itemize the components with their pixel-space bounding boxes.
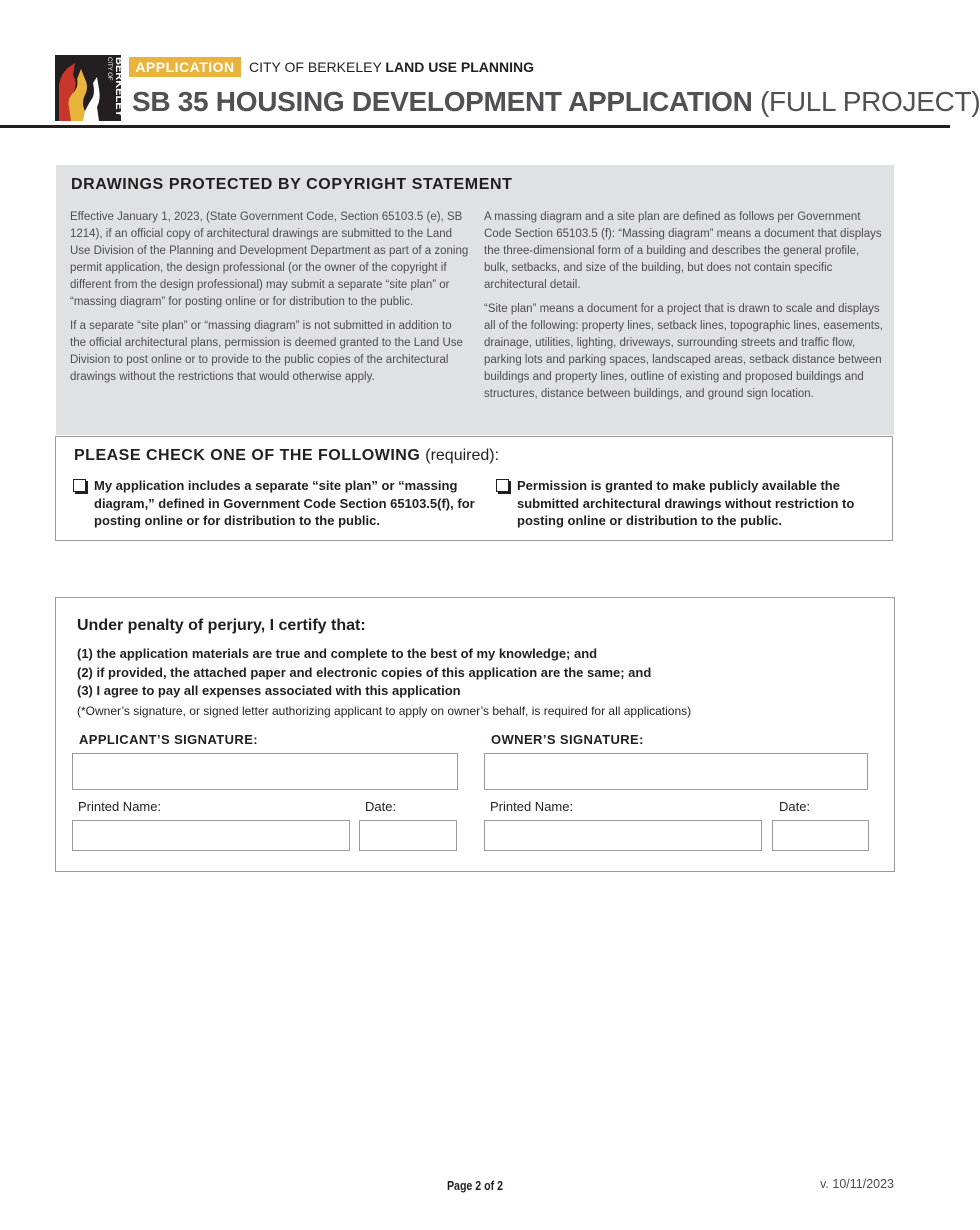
header-divider bbox=[0, 125, 950, 128]
option-site-plan-checkbox[interactable] bbox=[73, 479, 86, 492]
owner-date-label: Date: bbox=[779, 799, 811, 814]
applicant-printed-name-field[interactable] bbox=[72, 820, 350, 851]
city-of-berkeley-logo bbox=[55, 55, 125, 121]
option-site-plan-label: My application includes a separate “site plan” or “massing diagram,” defined in Government Code Section 65103.5(f), for posting online or for distribution to the public. bbox=[94, 478, 475, 528]
copyright-left-paragraph-2: If a separate “site plan” or “massing diagram” is not submitted in addition to the official architectural plans, permission is deemed granted to the Land Use Division to post online or to provide to the public copies of the architectural drawings without the restrictions that would otherwise apply. bbox=[70, 320, 463, 383]
check-required-text: (required): bbox=[425, 447, 500, 464]
application-tag: APPLICATION bbox=[129, 57, 241, 77]
owner-signature-label: OWNER’S SIGNATURE: bbox=[491, 732, 644, 747]
certify-item-3: (3) I agree to pay all expenses associated with this application bbox=[77, 683, 461, 698]
copyright-left-paragraph-1: Effective January 1, 2023, (State Government Code, Section 65103.5 (e), SB 1214), if an official copy of architectural drawings are submitted to the Land Use Division of the Planning and Development Department as part of a zoning permit application, the design professional (or the owner of the copyright if different from the design professional) may submit a separate “site plan” or “massing diagram” for posting online or for distribution to the public. bbox=[70, 211, 469, 308]
certification-section bbox=[55, 597, 895, 872]
copyright-right-column bbox=[484, 209, 886, 410]
logo-text-small: CITY OF bbox=[106, 57, 112, 81]
applicant-signature-field[interactable] bbox=[72, 753, 458, 790]
owner-signature-field[interactable] bbox=[484, 753, 868, 790]
applicant-date-label: Date: bbox=[365, 799, 397, 814]
certify-note: (*Owner’s signature, or signed letter authorizing applicant to apply on owner’s behalf, is required for all applications) bbox=[77, 704, 692, 718]
check-heading-text: PLEASE CHECK ONE OF THE FOLLOWING bbox=[74, 447, 421, 464]
copyright-heading: DRAWINGS PROTECTED BY COPYRIGHT STATEMENT bbox=[71, 176, 513, 193]
owner-printed-name-field[interactable] bbox=[484, 820, 762, 851]
copyright-statement-section bbox=[56, 165, 894, 435]
department-name bbox=[249, 58, 534, 76]
check-heading bbox=[74, 447, 499, 465]
copyright-left-column bbox=[70, 209, 470, 393]
option-site-plan[interactable] bbox=[73, 477, 478, 530]
certify-list bbox=[77, 645, 651, 701]
logo-text-large: BERKELEY bbox=[113, 57, 125, 117]
applicant-signature-label: APPLICANT’S SIGNATURE: bbox=[79, 732, 259, 747]
certify-item-1: (1) the application materials are true and complete to the best of my knowledge; and bbox=[77, 646, 598, 661]
title-main: SB 35 HOUSING DEVELOPMENT APPLICATION bbox=[132, 86, 753, 117]
option-permission-granted[interactable] bbox=[496, 477, 881, 530]
dept-bold: LAND USE PLANNING bbox=[385, 59, 534, 75]
check-one-section bbox=[55, 436, 893, 541]
copyright-right-paragraph-1: A massing diagram and a site plan are defined as follows per Government Code Section 65103.5 (f): “Massing diagram” means a document that displays the three-dimensional form of a building and describes the general profile, bulk, setbacks, and size of the building, but does not contain specific architectural detail. bbox=[484, 211, 882, 291]
applicant-printed-name-label: Printed Name: bbox=[78, 799, 162, 814]
certify-heading: Under penalty of perjury, I certify that: bbox=[77, 617, 366, 634]
title-sub: (FULL PROJECT) bbox=[760, 86, 980, 117]
copyright-right-paragraph-2: “Site plan” means a document for a project that is drawn to scale and displays all of the following: property lines, setback lines, topographic lines, easements, drainage, utilities, lighting, driveways, surrounding streets and traffic flow, parking lots and parking spaces, landscaped areas, setback distance between buildings and property lines, outline of existing and proposed buildings and structures, distance between buildings, and ground sign location. bbox=[484, 303, 883, 400]
page-number: Page 2 of 2 bbox=[446, 1179, 504, 1193]
owner-date-field[interactable] bbox=[772, 820, 869, 851]
dept-prefix: CITY OF BERKELEY bbox=[249, 59, 382, 75]
owner-printed-name-label: Printed Name: bbox=[490, 799, 574, 814]
option-permission-checkbox[interactable] bbox=[496, 479, 509, 492]
version-date: v. 10/11/2023 bbox=[820, 1177, 894, 1191]
certify-item-2: (2) if provided, the attached paper and electronic copies of this application are the same; and bbox=[77, 664, 652, 680]
applicant-date-field[interactable] bbox=[359, 820, 457, 851]
option-permission-label: Permission is granted to make publicly available the submitted architectural drawings without restriction to posting online or distribution to the public. bbox=[517, 478, 855, 528]
page-title bbox=[132, 82, 980, 122]
